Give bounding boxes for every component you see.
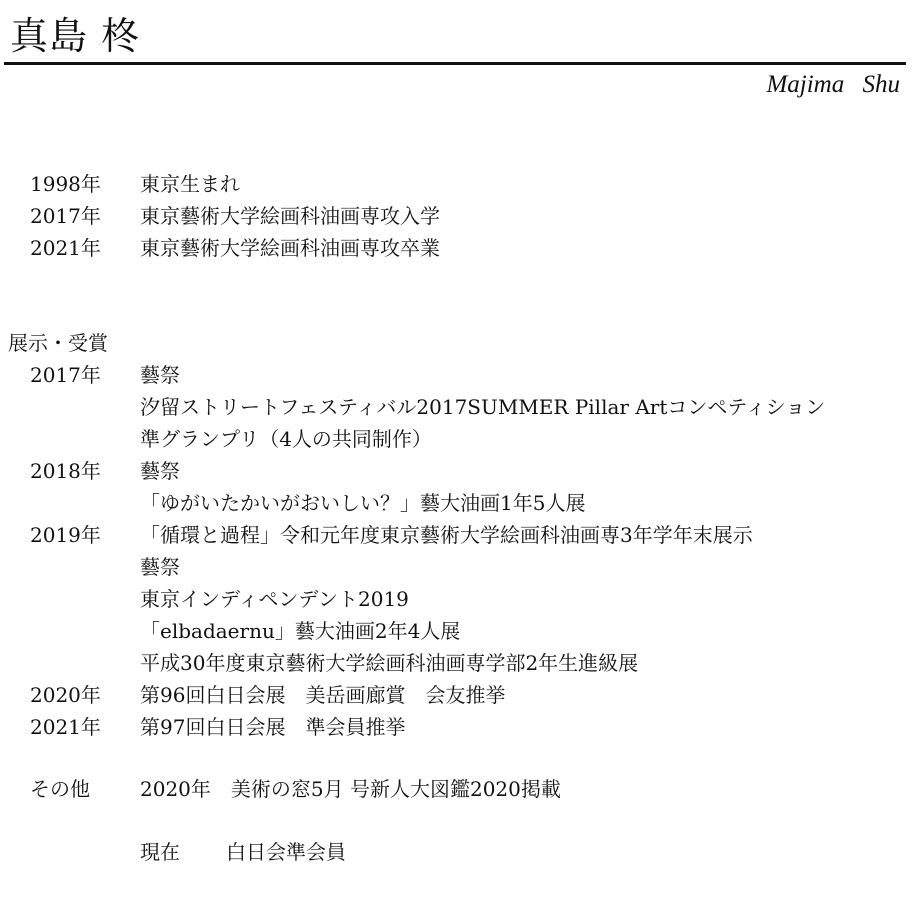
bio-year: 2017年 [30, 204, 101, 228]
exhibition-year: 2017年 [30, 363, 101, 387]
exhibition-text: 藝祭 [140, 363, 180, 387]
exhibition-text: 準グランプリ（4人の共同制作） [140, 427, 432, 451]
header-divider [4, 62, 906, 65]
other-text: 2020年 美術の窓5月 号新人大図鑑2020掲載 [140, 777, 561, 801]
bio-text: 東京藝術大学絵画科油画専攻入学 [140, 204, 440, 228]
exhibition-text: 平成30年度東京藝術大学絵画科油画専学部2年生進級展 [140, 651, 639, 675]
exhibition-text: 東京インディペンデント2019 [140, 587, 409, 611]
exhibition-text: 汐留ストリートフェスティバル2017SUMMER Pillar Artコンペティション [140, 395, 826, 419]
exhibition-text: 第96回白日会展 美岳画廊賞 会友推挙 [140, 683, 506, 707]
exhibition-text: 藝祭 [140, 459, 180, 483]
exhibition-text: 「elbadaernu」藝大油画2年4人展 [140, 619, 461, 643]
bio-text: 東京藝術大学絵画科油画専攻卒業 [140, 236, 440, 260]
bio-year: 1998年 [30, 172, 101, 196]
other-label: その他 [30, 777, 90, 801]
exhibition-year: 2019年 [30, 523, 101, 547]
exhibitions-heading: 展示・受賞 [8, 331, 108, 355]
exhibition-text: 第97回白日会展 準会員推挙 [140, 715, 406, 739]
exhibition-year: 2021年 [30, 715, 101, 739]
exhibition-text: 「循環と過程」令和元年度東京藝術大学絵画科油画専3年学年末展示 [140, 523, 753, 547]
exhibition-year: 2020年 [30, 683, 101, 707]
exhibition-year: 2018年 [30, 459, 101, 483]
exhibition-text: 藝祭 [140, 555, 180, 579]
artist-name-english: Majima Shu [766, 71, 900, 98]
artist-name-japanese: 真島 柊 [10, 14, 141, 58]
current-label: 現在 [140, 840, 180, 864]
current-value: 白日会準会員 [226, 840, 346, 864]
bio-year: 2021年 [30, 236, 101, 260]
exhibition-text: 「ゆがいたかいがおいしい？」藝大油画1年5人展 [140, 491, 586, 515]
bio-text: 東京生まれ [140, 172, 240, 196]
